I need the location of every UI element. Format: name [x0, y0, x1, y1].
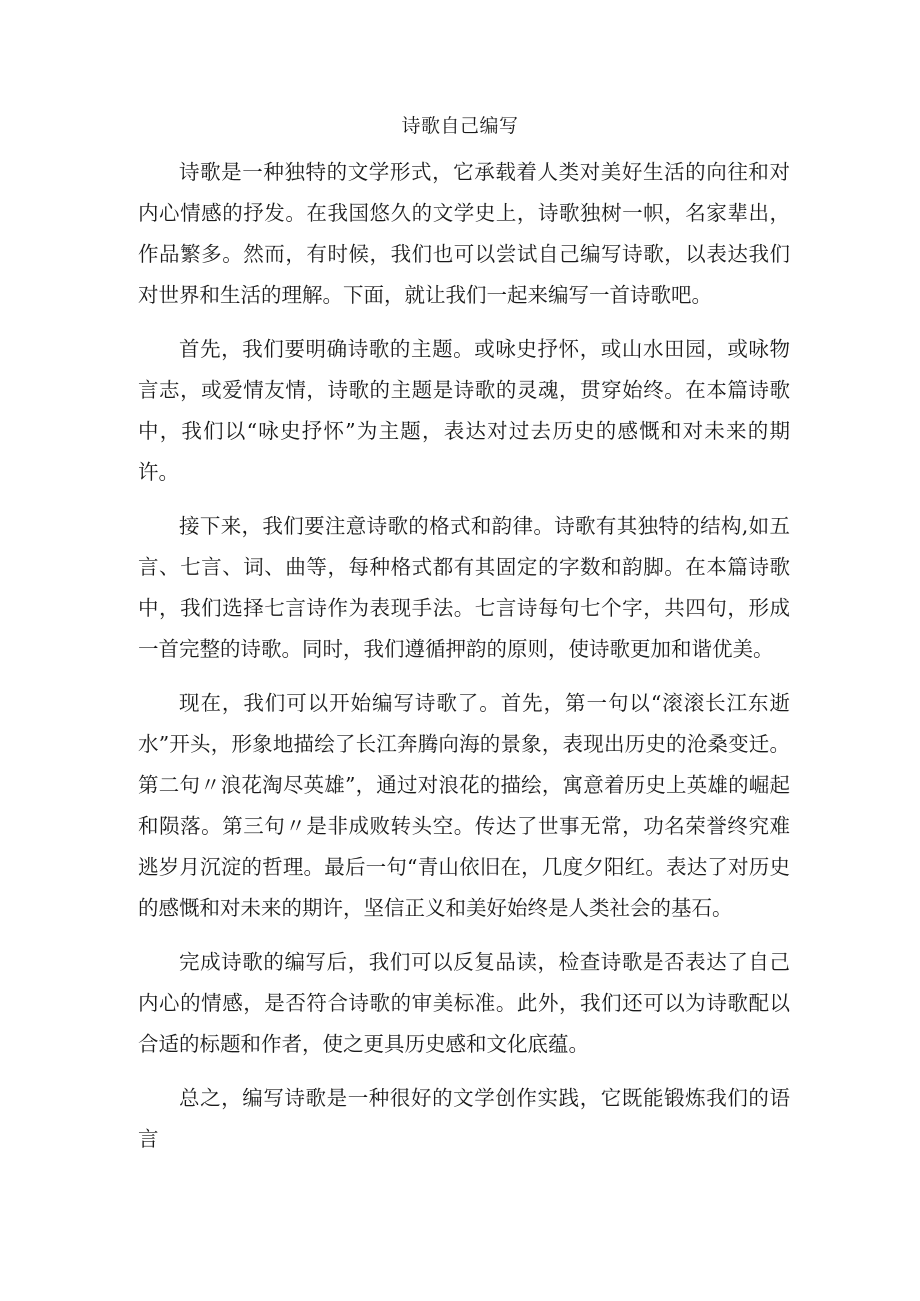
document-title: 诗歌自己编写	[401, 115, 519, 137]
paragraph-conclusion: 总之，编写诗歌是一种很好的文学创作实践，它既能锻炼我们的语言	[138, 1086, 790, 1151]
paragraph-format: 接下来，我们要注意诗歌的格式和韵律。诗歌有其独特的结构,如五言、七言、词、曲等，每种格式都有其固定的字数和韵脚。在本篇诗歌中，我们选择七言诗作为表现手法。七言诗每句七个字，共四句，形成一首完整的诗歌。同时，我们遵循押韵的原则，使诗歌更加和谐优美。	[138, 514, 790, 661]
paragraph-writing: 现在，我们可以开始编写诗歌了。首先，第一句以“滚滚长江东逝水”开头，形象地描绘了长江奔腾向海的景象，表现出历史的沧桑变迁。第二句〃浪花淘尽英雄”，通过对浪花的描绘，寓意着历史上英雄的崛起和陨落。第三句〃是非成败转头空。传达了世事无常，功名荣誉终究难逃岁月沉淀的哲理。最后一句“青山依旧在，几度夕阳红。表达了对历史的感慨和对未来的期许，坚信正义和美好始终是人类社会的基石。	[138, 691, 790, 920]
document-body	[138, 152, 790, 1173]
paragraph-intro: 诗歌是一种独特的文学形式，它承载着人类对美好生活的向往和对内心情感的抒发。在我国悠久的文学史上，诗歌独树一帜，名家辈出，作品繁多。然而，有时候，我们也可以尝试自己编写诗歌，以表达我们对世界和生活的理解。下面，就让我们一起来编写一首诗歌吧。	[138, 160, 790, 307]
paragraph-review: 完成诗歌的编写后，我们可以反复品读，检查诗歌是否表达了自己内心的情感，是否符合诗歌的审美标准。此外，我们还可以为诗歌配以合适的标题和作者，使之更具历史感和文化底蕴。	[138, 950, 790, 1056]
paragraph-theme: 首先，我们要明确诗歌的主题。或咏史抒怀，或山水田园，或咏物言志，或爱情友情，诗歌的主题是诗歌的灵魂，贯穿始终。在本篇诗歌中，我们以“咏史抒怀”为主题，表达对过去历史的感慨和对未来的期许。	[138, 337, 790, 484]
